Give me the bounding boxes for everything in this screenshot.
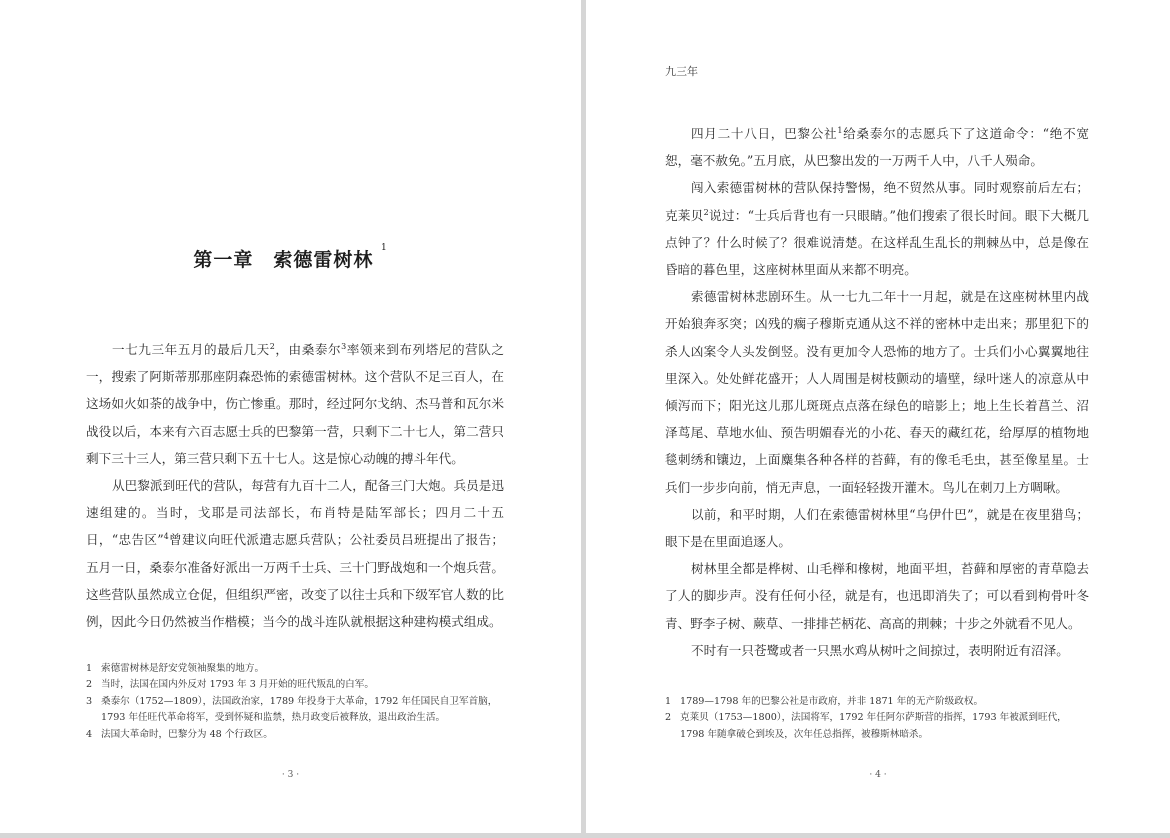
footnote-number: 1 xyxy=(86,663,93,674)
paragraph: 不时有一只苍鹭或者一只黑水鸡从树叶之间掠过，表明附近有沼泽。 xyxy=(691,642,1069,658)
chapter-title: 第一章 索德雷树林 $^1$ xyxy=(193,242,388,271)
footnote-number: 2 xyxy=(665,712,672,724)
footnote-number: 1 xyxy=(665,696,672,707)
book-page-right xyxy=(586,0,1170,833)
footnote-ref: 1 xyxy=(837,125,843,135)
footnote-ref: 3 xyxy=(341,341,347,351)
footnote xyxy=(86,694,506,727)
running-head: 九三年 xyxy=(665,65,698,78)
page-number: · 4 · xyxy=(869,770,887,780)
paragraph: 从巴黎派到旺代的营队，每营有九百十二人，配备三门大炮。兵员是迅速组建的。当时，戈耶是司法部长，布肖特是陆军部长；四月二十五日，“忠告区”$^4$曾建议向旺代派遣志愿兵营队；公社委员吕班提出了报告；五月一日，桑泰尔准备好派出一万两千士兵、三十门野战炮和一个炮兵营。这些营队虽然成立仓促，但组织严密，改变了以往士兵和下级军官人数的比例，因此今日仍然被当作楷模；当今的战斗连队就根据这种建构模式组成。 xyxy=(86,478,504,630)
footnote-text: 当时，法国在国内外反对 1793 年 3 月开始的旺代叛乱的白军。 xyxy=(101,679,374,691)
footnote xyxy=(86,677,506,693)
footnote-text: 桑泰尔（1752—1809），法国政治家，1789 年投身于大革命，1792 年任国民自卫军首脑，1793 年任旺代革命将军，受到怀疑和监禁，热月政变后被释放，退出政治生活。 xyxy=(101,695,498,724)
footnote-text: 1789—1798 年的巴黎公社是市政府，并非 1871 年的无产阶级政权。 xyxy=(680,696,984,707)
left-body-text xyxy=(86,336,504,635)
footnote-number: 3 xyxy=(86,695,93,707)
right-body-text xyxy=(665,120,1089,664)
left-footnotes xyxy=(86,661,506,743)
footnote-ref: 2 xyxy=(269,341,275,351)
paragraph: 以前，和平时期，人们在索德雷树林里“乌伊什巴”，就是在夜里猎鸟；眼下是在里面追逐人。 xyxy=(665,506,1089,550)
footnote-number: 2 xyxy=(86,679,93,691)
footnote xyxy=(86,661,506,677)
footnote-number: 4 xyxy=(86,728,93,740)
paragraph: 四月二十八日，巴黎公社$^1$给桑泰尔的志愿兵下了这道命令：“绝不宽恕，毫不赦免。”五月底，从巴黎出发的一万两千人中，八千人殒命。 xyxy=(665,125,1089,169)
footnote xyxy=(665,710,1089,743)
footnote xyxy=(665,694,1089,710)
paragraph: 一七九三年五月的最后几天$^2$，由桑泰尔$^3$率领来到布列塔尼的营队之一，搜索了阿斯蒂那那座阴森恐怖的索德雷树林。这个营队不足三百人，在这场如火如荼的战争中，伤亡惨重。那时，经过阿尔戈纳、杰马普和瓦尔米战役以后，本来有六百志愿士兵的巴黎第一营，只剩下二十七人，第二营只剩下三十三人，第三营只剩下五十七人。这是惊心动魄的搏斗年代。 xyxy=(86,341,505,466)
footnote-ref: 4 xyxy=(163,532,169,542)
footnote-text: 克莱贝（1753—1800），法国将军，1792 年任阿尔萨斯营的指挥，1793 年被派到旺代，1798 年随拿破仑到埃及，次年任总指挥，被穆斯林暗杀。 xyxy=(680,712,1067,740)
footnote-ref: 2 xyxy=(703,207,709,217)
footnote-text: 索德雷树林是舒安党领袖聚集的地方。 xyxy=(101,663,265,674)
paragraph: 树林里全都是桦树、山毛榉和橡树，地面平坦，苔藓和厚密的青草隐去了人的脚步声。没有任何小径，就是有，也迅即消失了；可以看到枸骨叶冬青、野李子树、蕨草、一排排芒柄花、高高的荆棘；十步之外就看不见人。 xyxy=(665,561,1089,631)
paragraph: 索德雷树林悲剧环生。从一七九二年十一月起，就是在这座树林里内战开始狼奔豕突；凶残的瘸子穆斯克通从这不祥的密林中走出来；那里犯下的杀人凶案令人头发倒竖。没有更加令人恐怖的地方了。士兵们小心翼翼地往里深入。处处鲜花盛开；人人周围是树枝颤动的墙壁，绿叶迷人的凉意从中倾泻而下；阳光这儿那儿斑斑点点落在绿色的暗影上；地上生长着菖兰、沼泽茑尾、草地水仙、预告明媚春光的小花、春天的藏红花，给厚厚的植物地毯刺绣和镶边，上面麋集各种各样的苔藓，有的像毛毛虫，甚至像星星。士兵们一步步向前，悄无声息，一面轻轻拨开灌木。鸟儿在刺刀上方啁啾。 xyxy=(665,289,1089,495)
paragraph: 闯入索德雷树林的营队保持警惕，绝不贸然从事。同时观察前后左右；克莱贝$^2$说过：“士兵后背也有一只眼睛。”他们搜索了很长时间。眼下大概几点钟了？什么时候了？很难说清楚。在这样乱生乱长的荆棘丛中，总是像在昏暗的暮色里，这座树林里面从来都不明亮。 xyxy=(665,180,1090,278)
right-footnotes xyxy=(665,694,1089,743)
page-number: · 3 · xyxy=(281,770,300,780)
footnote-text: 法国大革命时，巴黎分为 48 个行政区。 xyxy=(101,728,273,740)
footnote xyxy=(86,727,506,743)
chapter-note-ref: 1 xyxy=(380,242,388,253)
book-page-left xyxy=(0,0,581,833)
